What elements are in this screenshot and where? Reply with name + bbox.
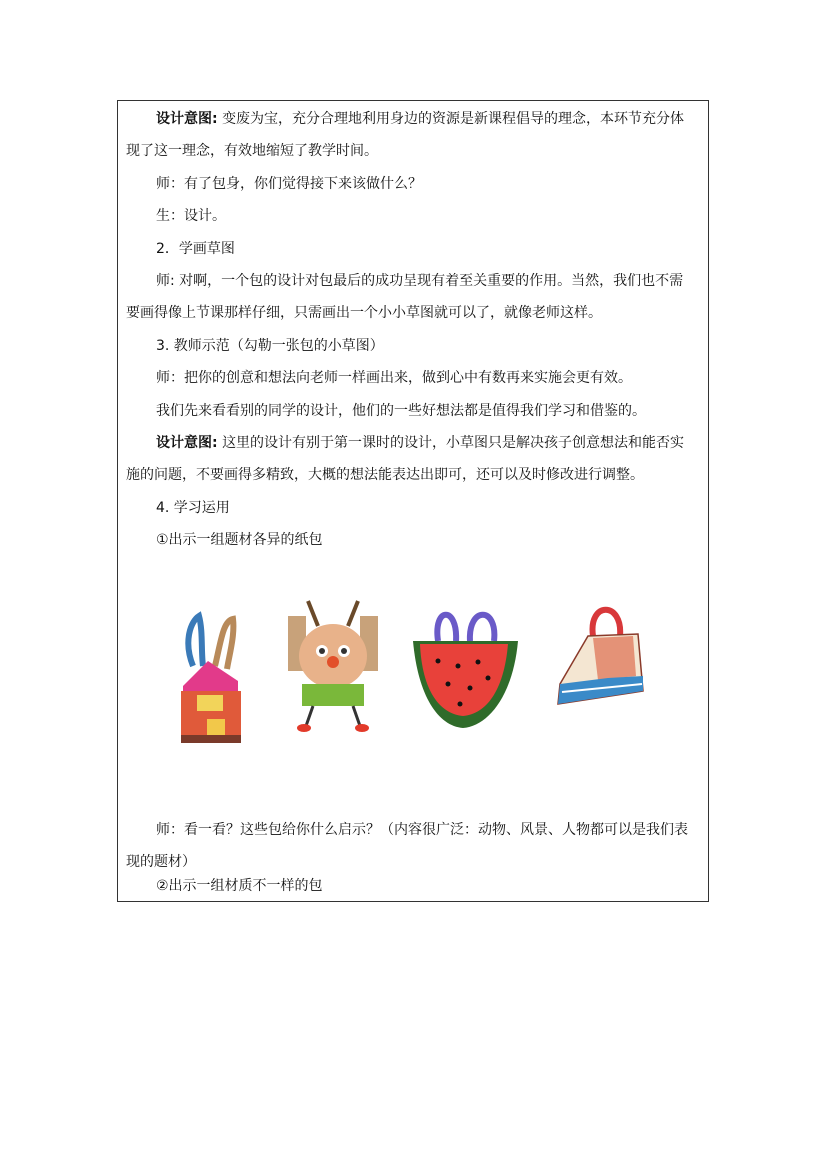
watermelon-bag-image: [408, 596, 523, 736]
step-heading-3: 3. 教师示范（勾勒一张包的小草图）: [156, 338, 384, 354]
teacher-statement-3: 师：把你的创意和想法向老师一样画出来，做到心中有数再来实施会更有效。: [156, 370, 632, 386]
design-intent-text-2-cont: 施的问题，不要画得多精致，大概的想法能表达出即可，还可以及时修改进行调整。: [126, 467, 644, 483]
design-intent-label: 设计意图: [156, 111, 212, 127]
content-table-cell: [117, 100, 709, 902]
list-item-2: ②出示一组材质不一样的包: [156, 878, 323, 894]
teacher-question: 师：有了包身，你们觉得接下来该做什么？: [156, 176, 422, 192]
house-bag-image: [163, 611, 253, 751]
teacher-statement-cont: 要画得像上节课那样仔细，只需画出一个小小草图就可以了，就像老师这样。: [126, 305, 602, 321]
student-view-text: 我们先来看看别的同学的设计，他们的一些好想法都是值得我们学习和借鉴的。: [156, 403, 646, 419]
monster-bag-image: [278, 596, 388, 741]
student-answer: 生：设计。: [156, 208, 226, 224]
step-heading-4: 4. 学习运用: [156, 500, 230, 516]
design-intent-text-2: 这里的设计有别于第一课时的设计，小草图只是解决孩子创意想法和能否实: [222, 435, 685, 451]
paper-bags-image-row: [158, 591, 678, 781]
design-intent-label-2: 设计意图: [156, 435, 212, 451]
teacher-statement-4: 师：看一看？这些包给你什么启示？（内容很广泛：动物、风景、人物都可以是我们表: [156, 822, 688, 838]
design-intent-paragraph-2: 设计意图: 这里的设计有别于第一课时的设计，小草图只是解决孩子创意想法和能否实: [156, 435, 685, 451]
shoe-bag-image: [548, 596, 658, 721]
teacher-statement-4-cont: 现的题材）: [126, 854, 196, 870]
design-intent-text: 变废为宝，充分合理地利用身边的资源是新课程倡导的理念，本环节充分体: [222, 111, 685, 127]
teacher-statement: 师: 对啊，一个包的设计对包最后的成功呈现有着至关重要的作用。当然，我们也不需: [156, 273, 684, 289]
step-heading-2: 2．学画草图: [156, 241, 235, 257]
design-intent-text-cont: 现了这一理念，有效地缩短了教学时间。: [126, 143, 378, 159]
list-item-1: ①出示一组题材各异的纸包: [156, 532, 323, 548]
design-intent-paragraph-1: 设计意图: 变废为宝，充分合理地利用身边的资源是新课程倡导的理念，本环节充分体: [156, 111, 685, 127]
